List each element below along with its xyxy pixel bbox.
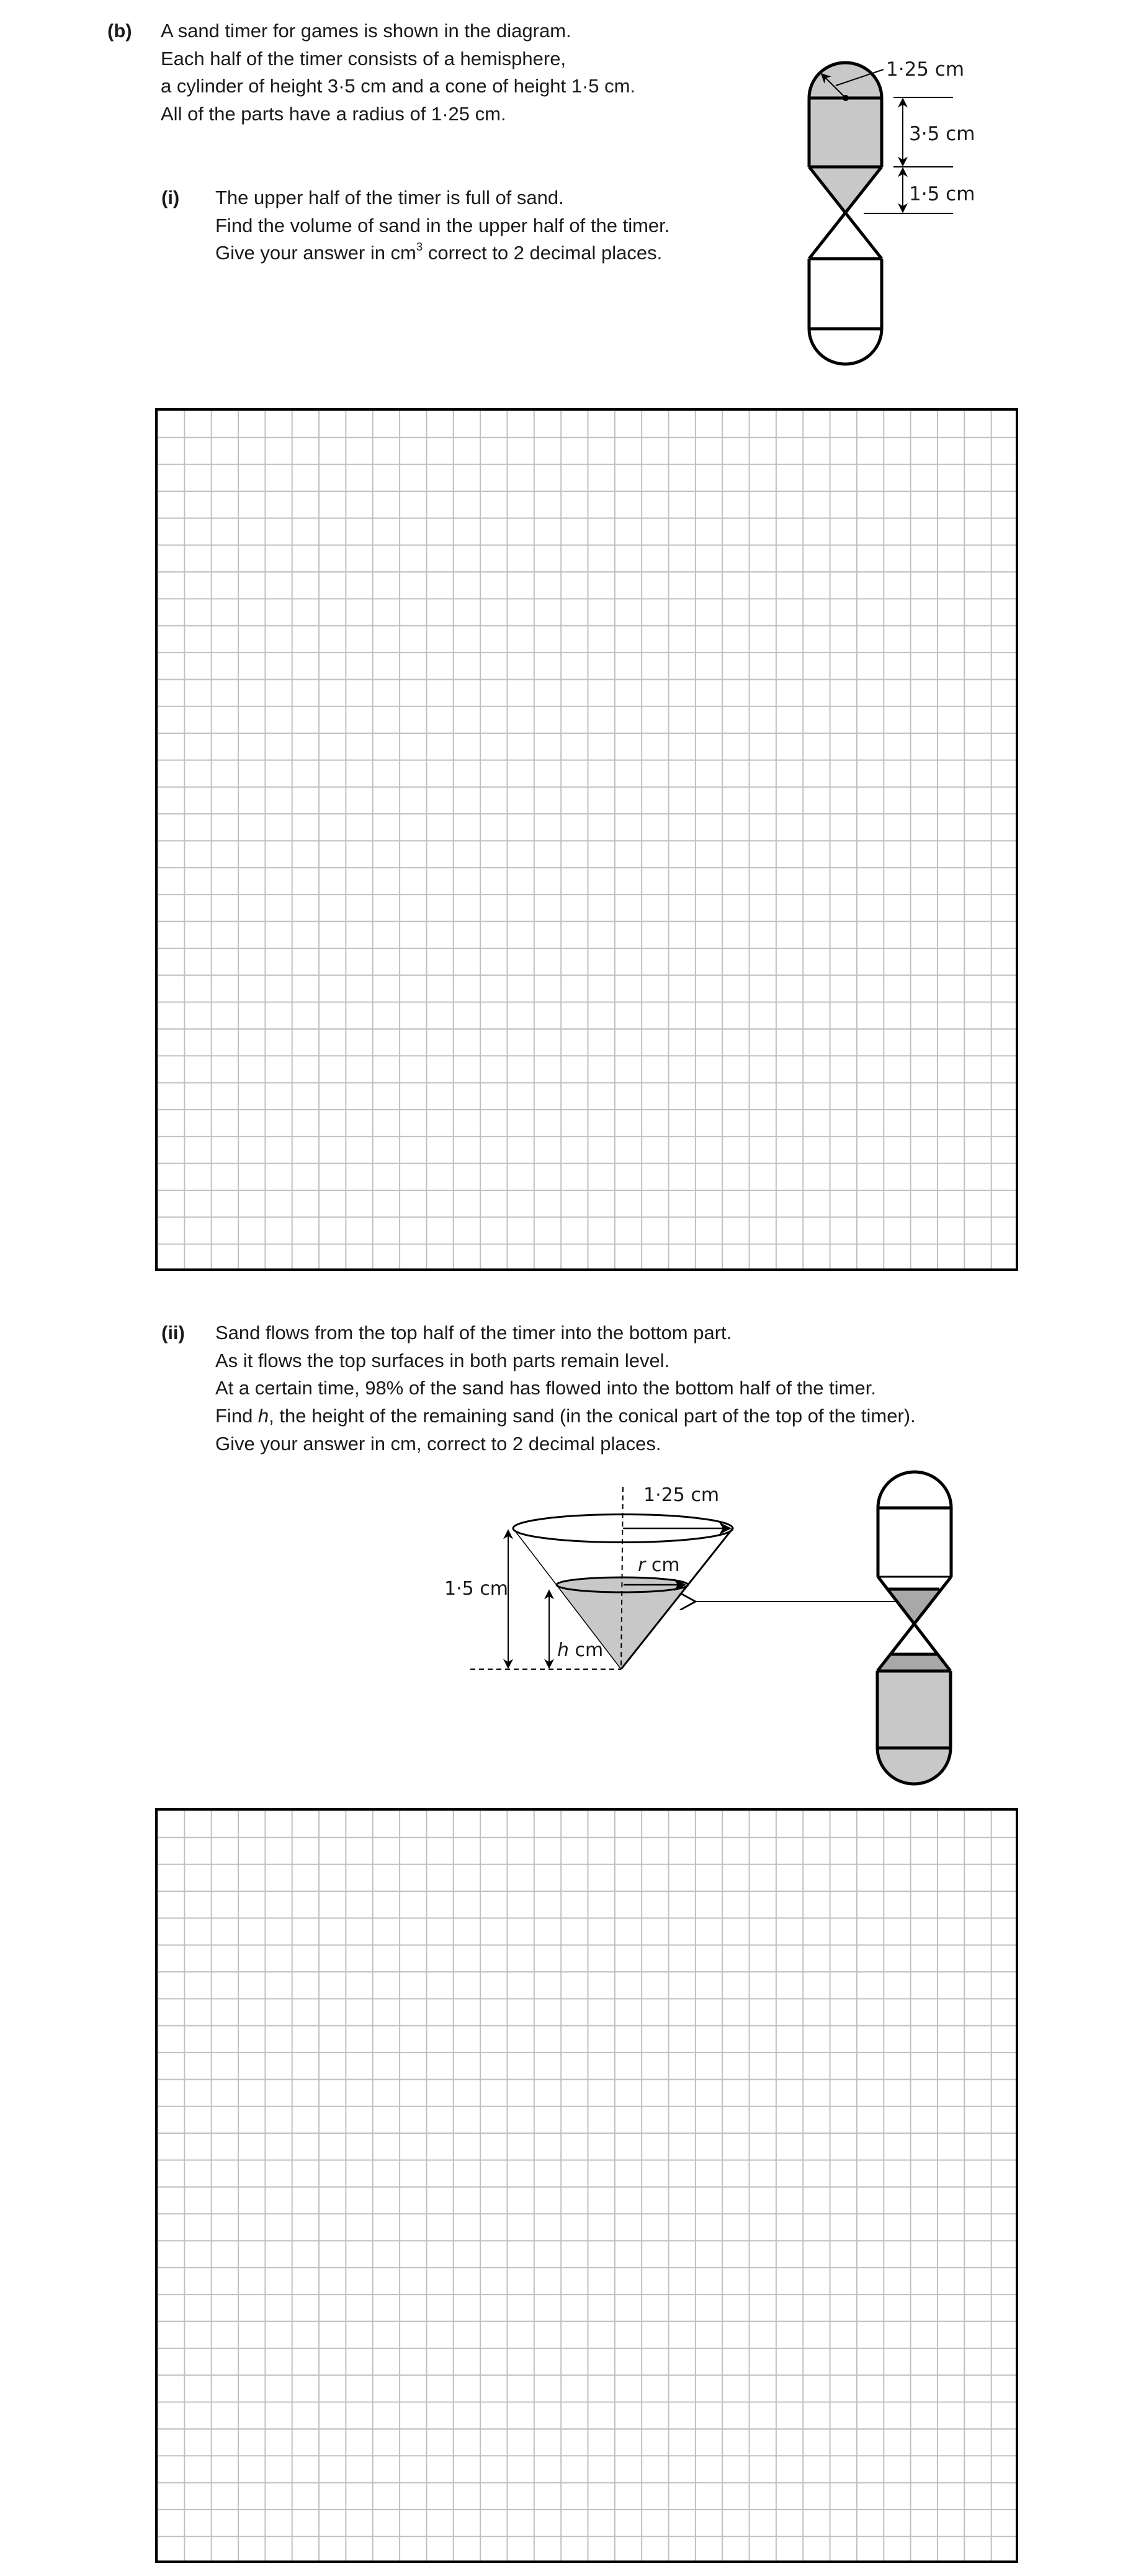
sand-flow-diagram: [0, 1464, 1128, 1799]
answer-grid-box-1[interactable]: [155, 408, 1018, 1271]
part-b-line-4: All of the parts have a radius of 1·25 cm.: [161, 103, 506, 125]
sand-height-label: h cm: [557, 1639, 604, 1661]
part-ii-line-4: Find h, the height of the remaining sand (in the conical part of the top of the timer).: [215, 1405, 916, 1427]
cone-height-label: 1·5 cm: [909, 183, 975, 205]
part-ii-label: (ii): [161, 1322, 185, 1344]
sand-timer-partial: [877, 1472, 951, 1784]
part-b-line-2: Each half of the timer consists of a hemisphere,: [161, 47, 566, 69]
answer-grid-box-2[interactable]: [155, 1808, 1018, 2563]
part-b-line-3: a cylinder of height 3·5 cm and a cone of height 1·5 cm.: [161, 75, 636, 97]
cone-radius-label: 1·25 cm: [643, 1484, 720, 1506]
cylinder-height-label: 3·5 cm: [909, 123, 975, 145]
cone-detail: [444, 1484, 733, 1669]
part-ii-line-5: Give your answer in cm, correct to 2 decimal places.: [215, 1432, 661, 1455]
part-i-line-1: The upper half of the timer is full of sand.: [215, 187, 564, 208]
upper-cone-sand: [889, 1589, 939, 1624]
part-ii-text: [215, 1319, 916, 1458]
variable-h: h: [257, 1405, 269, 1427]
cubed-superscript: 3: [416, 240, 423, 254]
upper-half-sand: [809, 63, 882, 213]
radius-label: 1·25 cm: [886, 58, 965, 81]
sand-radius-label: r cm: [638, 1554, 680, 1576]
part-ii-line-2: As it flows the top surfaces in both parts remain level.: [215, 1349, 670, 1371]
part-b-label: (b): [107, 20, 132, 42]
part-i-line-3: Give your answer in $cm^3$ correct to 2 decimal places.: [215, 240, 663, 264]
part-ii-line-1: Sand flows from the top half of the timer into the bottom part.: [215, 1322, 732, 1344]
sand-timer-diagram-full: [0, 0, 1128, 397]
part-b-line-1: A sand timer for games is shown in the diagram.: [161, 20, 571, 42]
part-i-line-2: Find the volume of sand in the upper half of the timer.: [215, 214, 670, 236]
part-i-label: (i): [161, 187, 180, 208]
part-ii-line-3: At a certain time, 98% of the sand has flowed into the bottom half of the timer.: [215, 1377, 876, 1399]
lower-body-sand: [877, 1671, 951, 1784]
cone-height-label: 1·5 cm: [444, 1578, 508, 1600]
